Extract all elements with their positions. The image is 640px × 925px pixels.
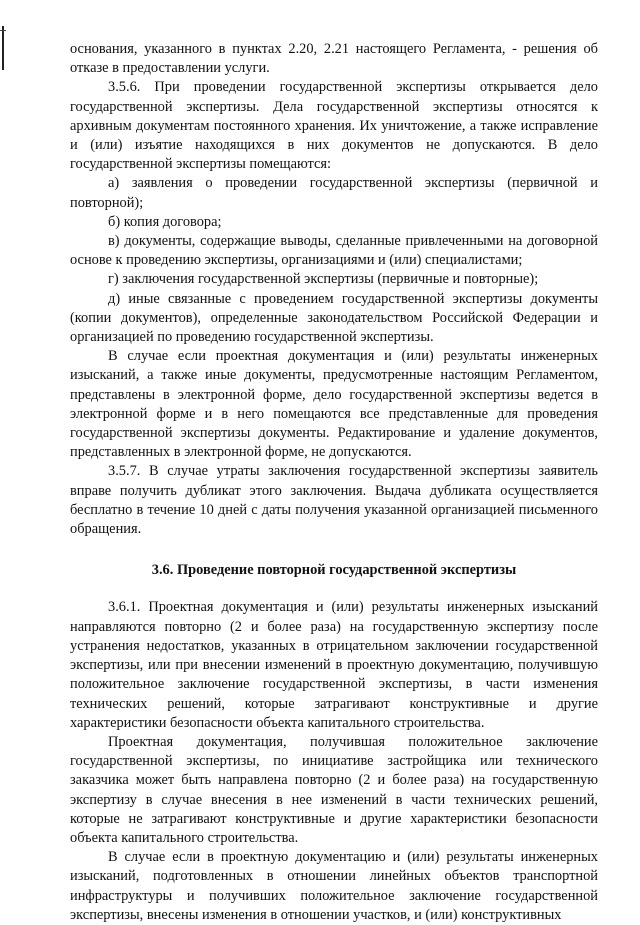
section-heading: 3.6. Проведение повторной государственной экспертизы bbox=[151, 562, 517, 579]
document-page bbox=[70, 40, 598, 925]
paragraph: Проектная документация, получившая положительное заключение государственной экспертизы, по инициативе застройщика или технического заказчика может быть направлена повторно (2 и более раза) на государственную экспертизу в случае внесения в нее изменений в части технических решений, которые не затрагивают конструктивные и другие характеристики безопасности объекта капитального строительства. bbox=[70, 733, 598, 846]
paragraph: 3.5.7. В случае утраты заключения государственной экспертизы заявитель вправе получить дубликат этого заключения. Выдача дубликата осуществляется бесплатно в течение 10 дней с даты получения указанной организацией письменного обращения. bbox=[70, 463, 598, 538]
scan-edge-mark bbox=[2, 26, 4, 70]
scan-edge-tick bbox=[0, 30, 6, 31]
paragraphs-bottom bbox=[70, 598, 598, 924]
paragraph: б) копия договора; bbox=[108, 213, 222, 230]
paragraph: г) заключения государственной экспертизы (первичные и повторные); bbox=[108, 271, 539, 288]
paragraph: а) заявления о проведении государственной экспертизы (первичной и повторной); bbox=[70, 175, 598, 211]
paragraph: 3.5.6. При проведении государственной экспертизы открывается дело государственной экспертизы. Дела государственной экспертизы относятся к архивным документам постоянного хранения. Их уничтожение, а также исправление и (или) изъятие находящихся в них документов не допускаются. В дело государственной экспертизы помещаются: bbox=[70, 79, 598, 173]
paragraph: 3.6.1. Проектная документация и (или) результаты инженерных изысканий направляются повторно (2 и более раза) на государственную экспертизу после устранения недостатков, указанных в отрицательном заключении государственной экспертизы, или при внесении изменений в проектную документацию, получившую положительное заключение государственной экспертизы, в части изменения технических решений, которые затрагивают конструктивные и другие характеристики безопасности объекта капитального строительства. bbox=[70, 599, 598, 731]
paragraph: В случае если проектная документация и (или) результаты инженерных изысканий, а также иные документы, предусмотренные настоящим Регламентом, представлены в электронной форме, дело государственной экспертизы ведется в электронной форме и в него помещаются все представленные для проведения государственной экспертизы документы. Редактирование и удаление документов, представленных в электронной форме, не допускаются. bbox=[70, 348, 598, 461]
paragraphs-top bbox=[70, 40, 598, 539]
paragraph: В случае если в проектную документацию и (или) результаты инженерных изысканий, подготовленных в отношении линейных объектов транспортной инфраструктуры и получивших положительное заключение государственной экспертизы, внесены изменения в отношении участков, и (или) конструктивных bbox=[70, 849, 598, 923]
paragraph: д) иные связанные с проведением государственной экспертизы документы (копии документов), определенные законодательством Российской Федерации и организацией по проведению государственной экспертизы. bbox=[70, 290, 598, 346]
paragraph: в) документы, содержащие выводы, сделанные привлеченными на договорной основе к проведению экспертизы, организациями и (или) специалистами; bbox=[70, 233, 598, 269]
paragraph: основания, указанного в пунктах 2.20, 2.21 настоящего Регламента, - решения об отказе в предоставлении услуги. bbox=[70, 41, 598, 77]
